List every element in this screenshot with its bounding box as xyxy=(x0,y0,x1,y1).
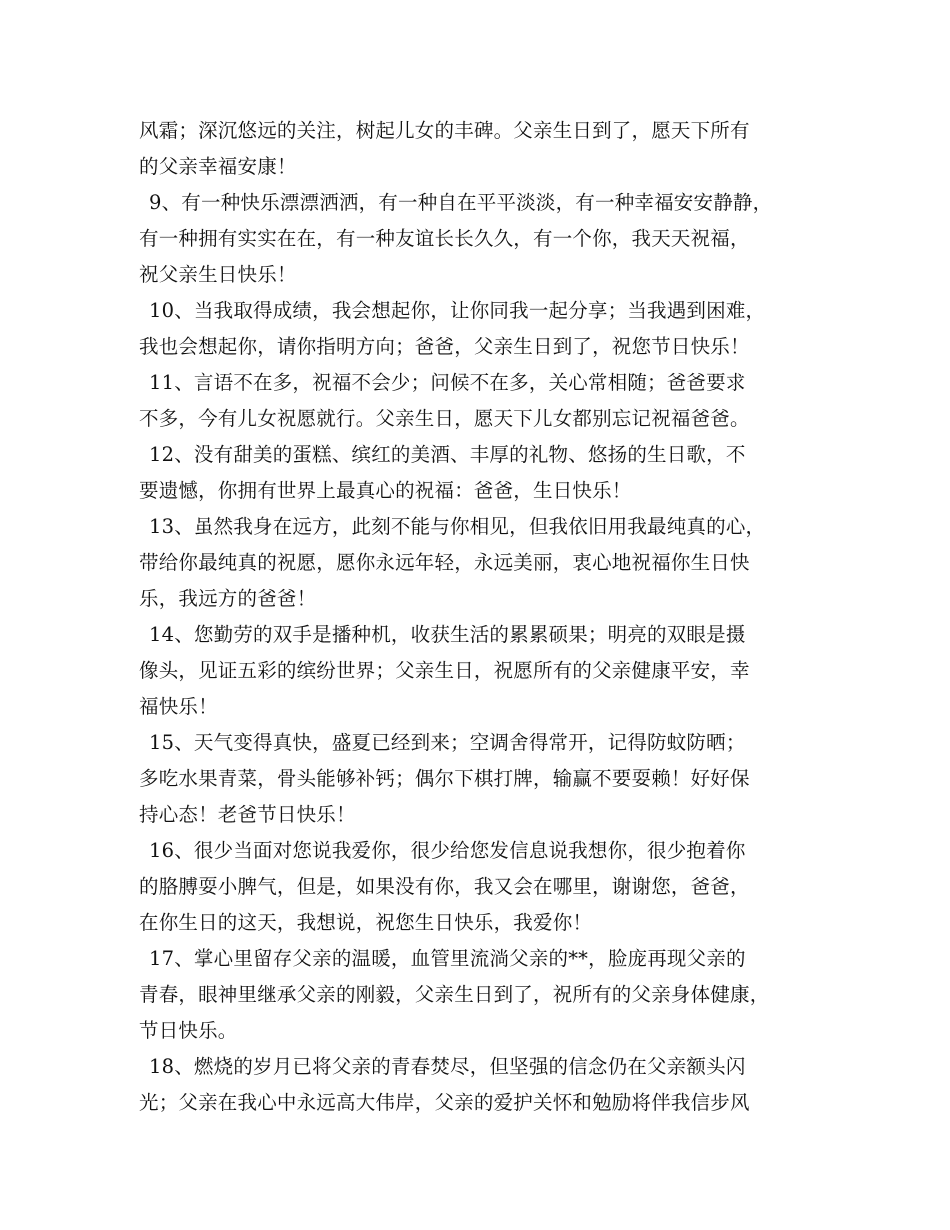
item-11-start: 11、言语不在多，祝福不会少；问候不在多，关心常相随；爸爸要求 xyxy=(149,371,746,394)
text-line: 多吃水果青菜，骨头能够补钙；偶尔下棋打牌，输赢不要耍赖！好好保 xyxy=(139,767,750,790)
text-line: 我也会想起你，请你指明方向；爸爸，父亲生日到了，祝您节日快乐！ xyxy=(139,335,750,358)
text-line: 持心态！老爸节日快乐！ xyxy=(139,803,356,826)
item-13-start: 13、虽然我身在远方，此刻不能与你相见，但我依旧用我最纯真的心， xyxy=(149,515,766,538)
text-line: 祝父亲生日快乐！ xyxy=(139,263,297,286)
text-line: 的胳膊耍小脾气，但是，如果没有你，我又会在哪里，谢谢您，爸爸， xyxy=(139,875,750,898)
text-line: 有一种拥有实实在在，有一种友谊长长久久，有一个你，我天天祝福， xyxy=(139,227,750,250)
item-10-start: 10、当我取得成绩，我会想起你，让你同我一起分享；当我遇到困难， xyxy=(149,299,766,322)
text-line: 节日快乐。 xyxy=(139,1019,238,1042)
text-line: 风霜；深沉悠远的关注，树起儿女的丰碑。父亲生日到了，愿天下所有 xyxy=(139,119,750,142)
item-14-start: 14、您勤劳的双手是播种机，收获生活的累累硕果；明亮的双眼是摄 xyxy=(149,623,746,646)
item-9-start: 9、有一种快乐漂漂洒洒，有一种自在平平淡淡，有一种幸福安安静静， xyxy=(149,191,773,214)
text-line: 像头，见证五彩的缤纷世界；父亲生日，祝愿所有的父亲健康平安，幸 xyxy=(139,659,750,682)
text-line: 光；父亲在我心中永远高大伟岸，父亲的爱护关怀和勉励将伴我信步风 xyxy=(139,1091,750,1114)
item-12-start: 12、没有甜美的蛋糕、缤红的美酒、丰厚的礼物、悠扬的生日歌，不 xyxy=(149,443,746,466)
text-line: 乐，我远方的爸爸！ xyxy=(139,587,317,610)
text-line: 带给你最纯真的祝愿，愿你永远年轻，永远美丽，衷心地祝福你生日快 xyxy=(139,551,750,574)
item-16-start: 16、很少当面对您说我爱你，很少给您发信息说我想你，很少抱着你 xyxy=(149,839,746,862)
item-15-start: 15、天气变得真快，盛夏已经到来；空调舍得常开，记得防蚊防晒； xyxy=(149,731,746,754)
text-line: 福快乐！ xyxy=(139,695,218,718)
text-line: 的父亲幸福安康！ xyxy=(139,155,297,178)
text-line: 不多，今有儿女祝愿就行。父亲生日，愿天下儿女都别忘记祝福爸爸。 xyxy=(139,407,750,430)
text-line: 要遗憾，你拥有世界上最真心的祝福：爸爸，生日快乐！ xyxy=(139,479,632,502)
text-line: 青春，眼神里继承父亲的刚毅，父亲生日到了，祝所有的父亲身体健康， xyxy=(139,983,770,1006)
item-18-start: 18、燃烧的岁月已将父亲的青春焚尽，但坚强的信念仍在父亲额头闪 xyxy=(149,1055,746,1078)
item-17-start: 17、掌心里留存父亲的温暖，血管里流淌父亲的**，脸庞再现父亲的 xyxy=(149,947,746,970)
document-body xyxy=(139,113,839,1121)
text-line: 在你生日的这天，我想说，祝您生日快乐，我爱你！ xyxy=(139,911,593,934)
